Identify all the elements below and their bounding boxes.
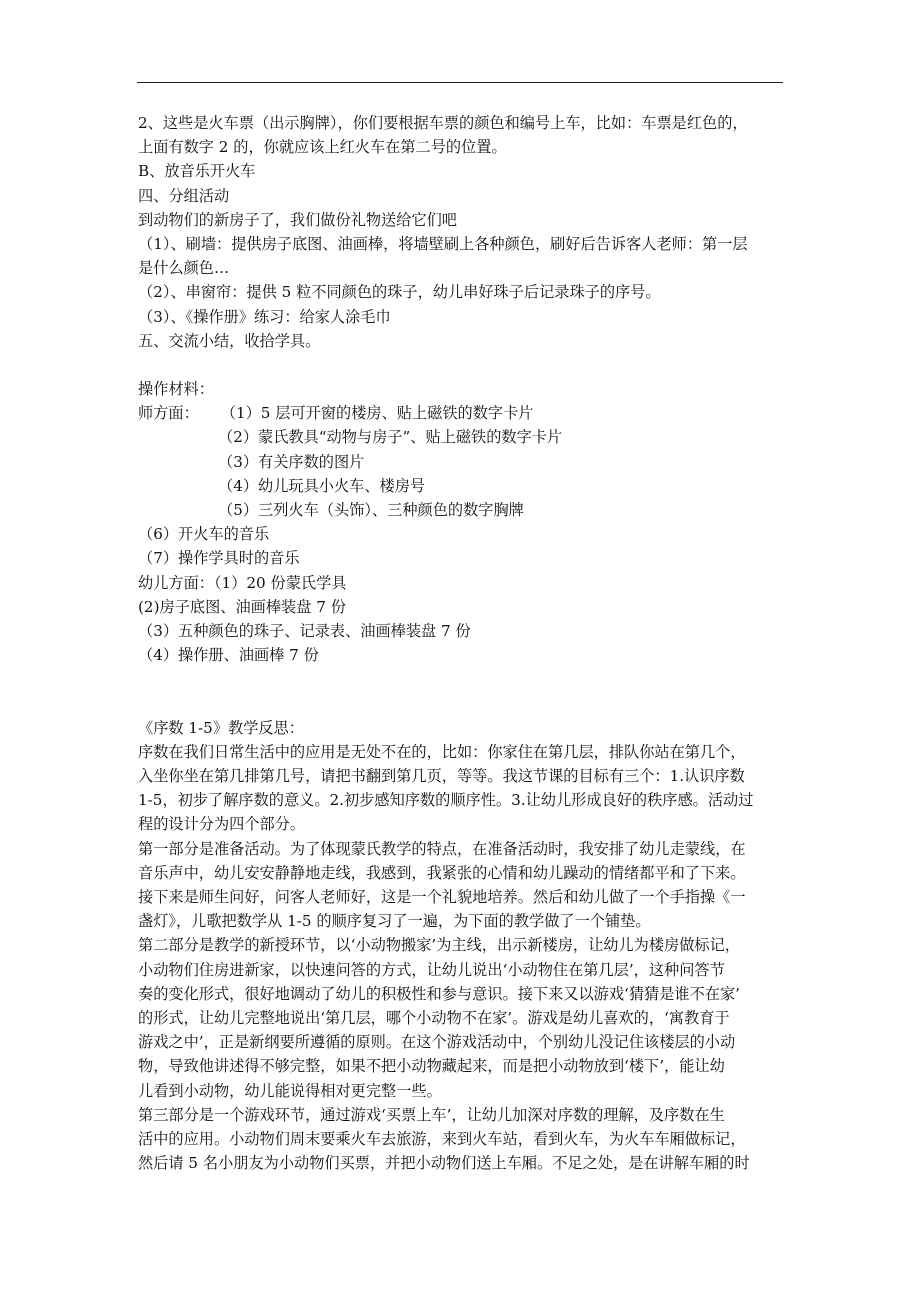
teacher-item: （2）蒙氏教具“动物与房子”、贴上磁铁的数字卡片 xyxy=(218,428,563,447)
teacher-item: （5）三列火车（头饰）、三种颜色的数字胸牌 xyxy=(218,501,524,519)
teacher-materials-first xyxy=(138,401,793,425)
materials-section xyxy=(138,377,793,667)
reflection-line: 入坐你坐在第几排第几号，请把书翻到第几页，等等。我这节课的目标有三个：1.认识序数 xyxy=(138,767,745,786)
text-line: 上面有数字 2 的，你就应该上红火车在第二号的位置。 xyxy=(138,138,507,157)
text-line: 四、分组活动 xyxy=(138,186,230,205)
child-materials-item: (2)房子底图、油画棒装盘 7 份 xyxy=(138,597,346,616)
text-line: 2、这些是火车票（出示胸牌），你们要根据车票的颜色和编号上车，比如：车票是红色的， xyxy=(138,114,748,132)
teacher-item: （4）幼儿玩具小火车、楼房号 xyxy=(218,476,426,495)
spacer xyxy=(138,353,793,377)
teacher-item: （3）有关序数的图片 xyxy=(218,452,365,471)
reflection-line: 程的设计分为四个部分。 xyxy=(138,815,306,834)
text-line: （3）、《操作册》练习：给家人涂毛巾 xyxy=(138,307,391,326)
child-materials-item: 幼儿方面：（1）20 份蒙氏学具 xyxy=(138,573,347,592)
text-line: 五、交流小结，收拾学具。 xyxy=(138,331,321,350)
reflection-line: 第一部分是准备活动。为了体现蒙氏教学的特点，在准备活动时，我安排了幼儿走蒙线，在 xyxy=(138,839,746,858)
reflection-line: 1-5，初步了解序数的意义。2.初步感知序数的顺序性。3.让幼儿形成良好的秩序感。活动过 xyxy=(138,791,754,810)
child-materials-item: （4）操作册、油画棒 7 份 xyxy=(138,646,319,665)
teacher-extra-item: （6）开火车的音乐 xyxy=(138,525,270,544)
text-line: 是什么颜色… xyxy=(138,259,230,278)
text-line: 到动物们的新房子了，我们做份礼物送给它们吧 xyxy=(138,210,457,229)
reflection-line: 序数在我们日常生活中的应用是无处不在的，比如：你家住在第几层，排队你站在第几个， xyxy=(138,742,746,761)
teacher-item: （1）5 层可开窗的楼房、贴上磁铁的数字卡片 xyxy=(220,404,534,423)
reflection-line: 的形式，让幼儿完整地说出‘第几层，哪个小动物不在家’。游戏是幼儿喜欢的，‘寓教育于 xyxy=(138,1008,730,1027)
child-materials-item: （3）五种颜色的珠子、记录表、油画棒装盘 7 份 xyxy=(138,621,471,640)
reflection-section xyxy=(138,716,793,1176)
reflection-line: 第三部分是一个游戏环节，通过游戏‘买票上车’，让幼儿加深对序数的理解，及序数在生 xyxy=(138,1105,725,1124)
reflection-line: 活中的应用。小动物们周末要乘火车去旅游，来到火车站，看到火车，为火车车厢做标记， xyxy=(138,1129,746,1148)
reflection-line: 盏灯》，儿歌把数学从 1-5 的顺序复习了一遍，为下面的教学做了一个铺垫。 xyxy=(138,912,651,931)
reflection-title: 《序数 1-5》教学反思： xyxy=(138,718,304,737)
reflection-line: 接下来是师生问好，问客人老师好，这是一个礼貌地培养。然后和幼儿做了一个手指操《一 xyxy=(138,888,746,907)
text-line: （1）、刷墙：提供房子底图、油画棒，将墙壁刷上各种颜色，刷好后告诉客人老师：第一层 xyxy=(138,234,748,253)
reflection-line: 物，导致他讲述得不够完整，如果不把小动物藏起来，而是把小动物放到‘楼下’，能让幼 xyxy=(138,1057,725,1076)
teacher-extra-item: （7）操作学具时的音乐 xyxy=(138,549,300,568)
document-body xyxy=(138,111,793,1175)
materials-heading: 操作材料： xyxy=(138,380,214,399)
teacher-label: 师方面： xyxy=(138,404,199,423)
reflection-line: 儿看到小动物，幼儿能说得相对更完整一些。 xyxy=(138,1081,442,1100)
reflection-line: 奏的变化形式，很好地调动了幼儿的积极性和参与意识。接下来又以游戏‘猜猜是谁不在家’ xyxy=(138,984,740,1003)
reflection-line: 音乐声中，幼儿安安静静地走线，我感到，我紧张的心情和幼儿躁动的情绪都平和了下来。 xyxy=(138,863,746,882)
reflection-line: 小动物们住房进新家，以快速问答的方式，让幼儿说出‘小动物住在第几层’，这种问答节 xyxy=(138,960,725,979)
text-line: B、放音乐开火车 xyxy=(138,162,256,181)
spacer xyxy=(138,667,793,715)
text-line: （2）、串窗帘：提供 5 粒不同颜色的珠子，幼儿串好珠子后记录珠子的序号。 xyxy=(138,283,661,302)
reflection-line: 然后请 5 名小朋友为小动物们买票，并把小动物们送上车厢。不足之处，是在讲解车厢的时 xyxy=(138,1154,750,1173)
header-rule xyxy=(137,82,783,83)
activity-section xyxy=(138,111,793,353)
reflection-line: 第二部分是教学的新授环节，以‘小动物搬家’为主线，出示新楼房，让幼儿为楼房做标记， xyxy=(138,936,740,955)
reflection-line: 游戏之中’，正是新纲要所遵循的原则。在这个游戏活动中，个别幼儿没记住该楼层的小动 xyxy=(138,1033,736,1052)
